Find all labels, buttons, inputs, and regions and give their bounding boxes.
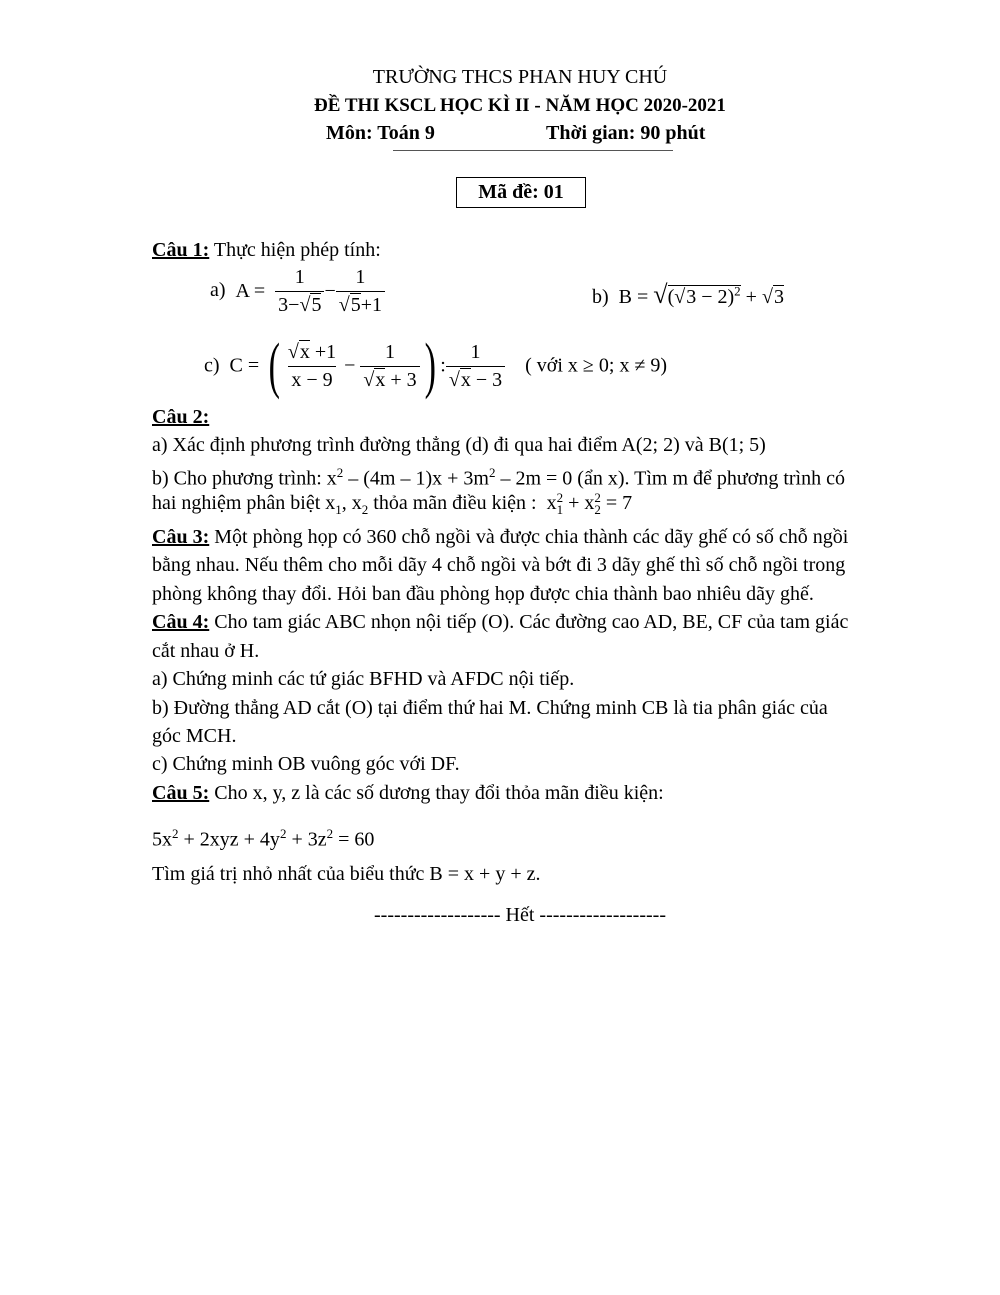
q4-label: Câu 4: [152, 611, 210, 633]
end-marker: ------------------- Hết ------------------- [374, 904, 666, 926]
q2b-condition: hai nghiệm phân biệt $x_1$, $x_2$ thỏa mãn điều kiện : x $_{2 1}$ + x $_{2 2}$ = 7 [152, 490, 633, 517]
q2a-text: a) Xác định phương trình đường thẳng (d) đi qua hai điểm A(2; 2) và B(1; 5) [152, 434, 766, 456]
q3-line1: Câu 3: Một phòng họp có 360 chỗ ngồi và được chia thành các dãy ghế có số chỗ ngồi [152, 526, 849, 548]
q4b-line1: b) Đường thẳng AD cắt (O) tại điểm thứ hai M. Chứng minh CB là tia phân giác của [152, 697, 828, 719]
q1c-label: c) [204, 354, 220, 377]
q4c-text: c) Chứng minh OB vuông góc với DF. [152, 753, 460, 775]
q1-heading [152, 238, 381, 262]
q5-equation: $5x^2 + 2xyz + 4y^2 + 3z^2 = 60$ [152, 826, 375, 851]
q1c-condition: ( với x ≥ 0; x ≠ 9) [525, 354, 668, 377]
q1b-expression: b) $B = √(√3 - 2)^2 + √3$ [592, 280, 784, 309]
q3-label: Câu 3: [152, 526, 210, 548]
school-name: TRƯỜNG THCS PHAN HUY CHÚ [372, 66, 668, 88]
exam-code-box: Mã đề: 01 [456, 177, 586, 208]
q2-label: Câu 2: [152, 406, 210, 428]
time-label: Thời gian: 90 phút [546, 122, 706, 144]
q2b-text: b) Cho phương trình: $x^2 - (4m - 1)x + 3m^2 - 2m = 0$ (ẩn x). Tìm m để phương trình có [152, 465, 845, 490]
q1-text: Thực hiện phép tính: [213, 239, 381, 261]
q1b-label: b) [592, 286, 609, 308]
q4b-line2: góc MCH. [152, 725, 237, 747]
q5-line3: Tìm giá trị nhỏ nhất của biểu thức B = x + y + z. [152, 863, 541, 885]
q1-label: Câu 1: [152, 239, 210, 261]
q1a-expression: a) A = $\frac{1}{3-√5}$ − $\frac{1}{√5+1}$ [210, 266, 385, 317]
q5-line1: Câu 5: Cho x, y, z là các số dương thay đổi thỏa mãn điều kiện: [152, 782, 664, 804]
q4-line2: cắt nhau ở H. [152, 640, 260, 662]
subject-label: Môn: Toán 9 [326, 122, 435, 144]
q4-line1: Câu 4: Cho tam giác ABC nhọn nội tiếp (O). Các đường cao AD, BE, CF của tam giác [152, 611, 849, 633]
q5-label: Câu 5: [152, 782, 210, 804]
q3-line3: phòng không thay đổi. Hỏi ban đầu phòng họp được chia thành bao nhiêu dãy ghế. [152, 583, 814, 605]
q3-line2: bằng nhau. Nếu thêm cho mỗi dãy 4 chỗ ngồi và bớt đi 3 dãy ghế thì số chỗ ngồi trong [152, 554, 846, 576]
q4a-text: a) Chứng minh các tứ giác BFHD và AFDC nội tiếp. [152, 668, 575, 690]
q1c-expression: c) C = ( $\frac{√x +1}{x - 9}$ − $\frac{1}{√x + 3}$ ) : $\frac{1}{√x - 3}$ ( với x ≥ 0; x ≠ 9) [204, 332, 668, 400]
exam-title: ĐỀ THI KSCL HỌC KÌ II - NĂM HỌC 2020-2021 [314, 95, 726, 116]
q1a-label: a) [210, 279, 226, 302]
header-rule [393, 150, 673, 151]
